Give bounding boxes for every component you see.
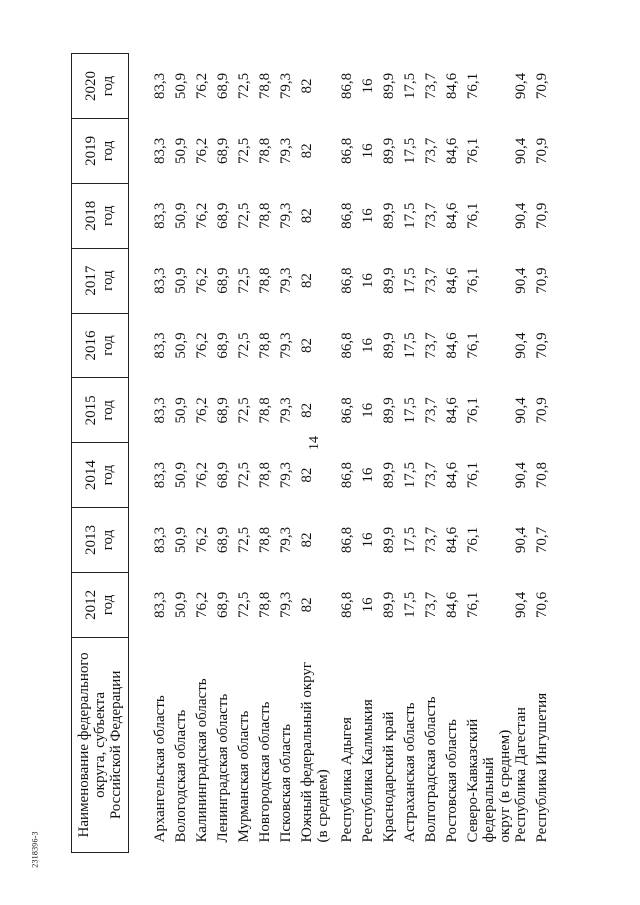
table-spacer: [129, 54, 153, 853]
value-cell: 83,3: [152, 72, 168, 100]
header-year-number: 2016: [83, 330, 99, 361]
table-row: [215, 54, 236, 853]
header-year-2017: [72, 248, 129, 313]
value-cell: 82: [299, 597, 315, 613]
value-cell: 90,4: [513, 72, 529, 100]
row-label: Астраханская область: [402, 702, 418, 843]
value-cell: 90,4: [513, 591, 529, 619]
value-cell: 68,9: [215, 526, 231, 554]
value-cell: 76,2: [194, 267, 210, 294]
value-cell: 16: [360, 402, 376, 418]
value-cell: 76,2: [194, 526, 210, 554]
header-name-cell: [72, 637, 129, 852]
value-cell: 70,8: [534, 462, 550, 489]
table-row: [236, 54, 257, 853]
value-cell: 90,4: [513, 267, 529, 294]
table-row: [423, 54, 444, 853]
table-row: [465, 54, 513, 853]
row-label: Псковская область: [278, 724, 294, 843]
value-cell: 86,8: [339, 332, 355, 359]
value-cell: 72,5: [236, 526, 252, 554]
value-cell: 89,9: [381, 137, 397, 164]
value-cell: 82: [299, 402, 315, 418]
value-cell: 70,9: [534, 267, 550, 294]
header-year-number: 2018: [83, 200, 99, 231]
header-year-number: 2019: [83, 135, 99, 166]
header-year-word: год: [100, 464, 116, 486]
value-cell: 70,9: [534, 202, 550, 229]
table-row: [534, 54, 555, 853]
header-year-word: год: [100, 400, 116, 421]
value-cell: 16: [360, 337, 376, 353]
row-label-line: округ (в среднем): [497, 729, 513, 843]
table-row: [444, 54, 465, 853]
header-year-number: 2012: [83, 589, 99, 620]
value-cell: 82: [299, 273, 315, 289]
value-cell: 84,6: [444, 72, 460, 100]
value-cell: 76,1: [465, 526, 481, 554]
value-cell: 83,3: [152, 591, 168, 619]
value-cell: 78,8: [257, 397, 273, 424]
value-cell: 86,8: [339, 526, 355, 554]
value-cell: 72,5: [236, 397, 252, 424]
rotated-sheet: [71, 53, 550, 853]
value-cell: 16: [360, 467, 376, 483]
value-cell: 76,1: [465, 137, 481, 164]
value-cell: 84,6: [444, 137, 460, 164]
data-table: [71, 53, 555, 853]
value-cell: 16: [360, 143, 376, 159]
value-cell: 82: [299, 78, 315, 94]
value-cell: 84,6: [444, 397, 460, 424]
value-cell: 50,9: [173, 526, 189, 554]
value-cell: 72,5: [236, 462, 252, 489]
row-label: Краснодарский край: [381, 711, 397, 843]
value-cell: 76,2: [194, 202, 210, 229]
value-cell: 76,1: [465, 591, 481, 619]
value-cell: 79,3: [278, 267, 294, 294]
value-cell: 17,5: [402, 267, 418, 294]
value-cell: 73,7: [423, 267, 439, 294]
document-id: 2318396-3: [30, 831, 40, 868]
value-cell: 83,3: [152, 267, 168, 294]
header-year-number: 2013: [83, 525, 99, 556]
value-cell: 16: [360, 532, 376, 548]
table-row: [381, 54, 402, 853]
value-cell: 17,5: [402, 202, 418, 229]
header-year-2014: [72, 443, 129, 508]
value-cell: 17,5: [402, 591, 418, 619]
value-cell: 78,8: [257, 526, 273, 554]
value-cell: 50,9: [173, 591, 189, 619]
value-cell: 17,5: [402, 332, 418, 359]
value-cell: 89,9: [381, 526, 397, 554]
value-cell: 76,2: [194, 591, 210, 619]
value-cell: 89,9: [381, 202, 397, 229]
value-cell: 90,4: [513, 202, 529, 229]
value-cell: 50,9: [173, 332, 189, 359]
table-row: [513, 54, 534, 853]
value-cell: 68,9: [215, 267, 231, 294]
value-cell: 76,1: [465, 332, 481, 359]
value-cell: 82: [299, 532, 315, 548]
header-name-line: округа, субъекта: [92, 692, 108, 798]
table-row: [402, 54, 423, 853]
value-cell: 76,1: [465, 267, 481, 294]
value-cell: 50,9: [173, 72, 189, 100]
header-year-2018: [72, 183, 129, 248]
value-cell: 17,5: [402, 72, 418, 100]
value-cell: 68,9: [215, 137, 231, 164]
value-cell: 89,9: [381, 591, 397, 619]
value-cell: 79,3: [278, 397, 294, 424]
value-cell: 86,8: [339, 202, 355, 229]
value-cell: 68,9: [215, 332, 231, 359]
value-cell: 78,8: [257, 591, 273, 619]
header-name-line: Российской Федерации: [108, 670, 124, 820]
value-cell: 70,9: [534, 137, 550, 164]
value-cell: 79,3: [278, 591, 294, 619]
row-label: Республика Калмыкия: [360, 699, 376, 843]
row-label-line: Северо-Кавказский федеральный: [465, 718, 497, 843]
value-cell: 68,9: [215, 462, 231, 489]
value-cell: 79,3: [278, 462, 294, 489]
row-label: Архангельская область: [152, 695, 168, 843]
header-year-number: 2020: [83, 70, 99, 101]
value-cell: 86,8: [339, 591, 355, 619]
header-year-number: 2015: [83, 395, 99, 426]
value-cell: 17,5: [402, 526, 418, 554]
value-cell: 17,5: [402, 397, 418, 424]
value-cell: 72,5: [236, 267, 252, 294]
value-cell: 83,3: [152, 332, 168, 359]
value-cell: 89,9: [381, 397, 397, 424]
value-cell: 84,6: [444, 462, 460, 489]
value-cell: 84,6: [444, 202, 460, 229]
value-cell: 78,8: [257, 462, 273, 489]
value-cell: 83,3: [152, 397, 168, 424]
row-label: Республика Ингушетия: [534, 692, 550, 843]
value-cell: 72,5: [236, 332, 252, 359]
value-cell: 72,5: [236, 137, 252, 164]
value-cell: 82: [299, 337, 315, 353]
value-cell: 50,9: [173, 267, 189, 294]
value-cell: 70,9: [534, 332, 550, 359]
header-year-number: 2017: [83, 265, 99, 296]
value-cell: 73,7: [423, 591, 439, 619]
value-cell: 76,2: [194, 137, 210, 164]
header-year-2016: [72, 313, 129, 378]
value-cell: 70,9: [534, 397, 550, 424]
header-row: [72, 54, 129, 853]
value-cell: 17,5: [402, 462, 418, 489]
header-year-word: год: [100, 270, 116, 291]
header-year-word: год: [100, 594, 116, 616]
value-cell: 73,7: [423, 137, 439, 164]
row-label: Новгородская область: [257, 701, 273, 843]
row-label: Ростовская область: [444, 719, 460, 843]
value-cell: 72,5: [236, 72, 252, 100]
value-cell: 76,2: [194, 332, 210, 359]
value-cell: 83,3: [152, 462, 168, 489]
value-cell: 79,3: [278, 72, 294, 100]
table-row: [152, 54, 173, 853]
row-label: Республика Адыгея: [339, 717, 355, 843]
table-row: [257, 54, 278, 853]
value-cell: 76,1: [465, 202, 481, 229]
value-cell: 84,6: [444, 526, 460, 554]
value-cell: 73,7: [423, 202, 439, 229]
header-year-number: 2014: [83, 460, 99, 491]
value-cell: 68,9: [215, 591, 231, 619]
value-cell: 50,9: [173, 462, 189, 489]
value-cell: 76,2: [194, 397, 210, 424]
row-label: [465, 637, 513, 852]
value-cell: 90,4: [513, 462, 529, 489]
value-cell: 78,8: [257, 72, 273, 100]
value-cell: 86,8: [339, 267, 355, 294]
value-cell: 83,3: [152, 202, 168, 229]
value-cell: 16: [360, 78, 376, 94]
row-label: [299, 637, 339, 852]
row-label-line: Южный федеральный округ: [299, 661, 315, 843]
value-cell: 89,9: [381, 462, 397, 489]
value-cell: 73,7: [423, 332, 439, 359]
table-row: [278, 54, 299, 853]
value-cell: 68,9: [215, 72, 231, 100]
value-cell: 78,8: [257, 332, 273, 359]
row-label: Ленинградская область: [215, 693, 231, 843]
value-cell: 79,3: [278, 526, 294, 554]
value-cell: 84,6: [444, 267, 460, 294]
value-cell: 84,6: [444, 591, 460, 619]
value-cell: 16: [360, 597, 376, 613]
table-body: [129, 54, 556, 853]
row-label: Калининградская область: [194, 678, 210, 843]
value-cell: 90,4: [513, 397, 529, 424]
value-cell: 82: [299, 143, 315, 159]
row-label: Мурманская область: [236, 710, 252, 843]
value-cell: 68,9: [215, 202, 231, 229]
value-cell: 90,4: [513, 332, 529, 359]
value-cell: 83,3: [152, 137, 168, 164]
value-cell: 73,7: [423, 72, 439, 100]
spacer-cell: [129, 54, 153, 853]
table-row: [299, 54, 339, 853]
value-cell: 89,9: [381, 332, 397, 359]
value-cell: 70,9: [534, 72, 550, 100]
value-cell: 84,6: [444, 332, 460, 359]
value-cell: 86,8: [339, 397, 355, 424]
value-cell: 17,5: [402, 137, 418, 164]
header-year-2015: [72, 378, 129, 443]
value-cell: 76,1: [465, 397, 481, 424]
value-cell: 70,6: [534, 591, 550, 619]
header-year-word: год: [100, 529, 116, 551]
row-label-line: (в среднем): [315, 769, 331, 843]
header-year-2020: [72, 54, 129, 119]
value-cell: 79,3: [278, 137, 294, 164]
header-year-word: год: [100, 335, 116, 356]
value-cell: 50,9: [173, 397, 189, 424]
value-cell: 78,8: [257, 202, 273, 229]
table-row: [173, 54, 194, 853]
value-cell: 76,2: [194, 462, 210, 489]
value-cell: 73,7: [423, 526, 439, 554]
table-row: [339, 54, 360, 853]
row-label: Вологодская область: [173, 709, 189, 843]
value-cell: 79,3: [278, 332, 294, 359]
header-year-word: год: [100, 140, 116, 162]
value-cell: 90,4: [513, 526, 529, 554]
header-year-2019: [72, 118, 129, 183]
value-cell: 83,3: [152, 526, 168, 554]
value-cell: 70,7: [534, 526, 550, 554]
value-cell: 82: [299, 208, 315, 224]
header-year-word: год: [100, 205, 116, 226]
value-cell: 73,7: [423, 462, 439, 489]
value-cell: 76,2: [194, 72, 210, 100]
value-cell: 16: [360, 208, 376, 224]
table-row: [360, 54, 381, 853]
value-cell: 76,1: [465, 72, 481, 100]
table-row: [194, 54, 215, 853]
value-cell: 78,8: [257, 137, 273, 164]
value-cell: 90,4: [513, 137, 529, 164]
value-cell: 76,1: [465, 462, 481, 489]
value-cell: 89,9: [381, 72, 397, 100]
value-cell: 78,8: [257, 267, 273, 294]
value-cell: 72,5: [236, 591, 252, 619]
header-name-line: Наименование федерального: [76, 652, 92, 838]
value-cell: 86,8: [339, 462, 355, 489]
header-year-2012: [72, 572, 129, 637]
value-cell: 89,9: [381, 267, 397, 294]
page-number: 14: [307, 436, 322, 450]
value-cell: 86,8: [339, 137, 355, 164]
value-cell: 82: [299, 467, 315, 483]
row-label: Волгоградская область: [423, 696, 439, 843]
value-cell: 50,9: [173, 202, 189, 229]
value-cell: 79,3: [278, 202, 294, 229]
value-cell: 68,9: [215, 397, 231, 424]
value-cell: 50,9: [173, 137, 189, 164]
value-cell: 73,7: [423, 397, 439, 424]
header-year-word: год: [100, 75, 116, 97]
row-label: Республика Дагестан: [513, 707, 529, 843]
header-year-2013: [72, 508, 129, 573]
value-cell: 86,8: [339, 72, 355, 100]
value-cell: 16: [360, 273, 376, 289]
value-cell: 72,5: [236, 202, 252, 229]
